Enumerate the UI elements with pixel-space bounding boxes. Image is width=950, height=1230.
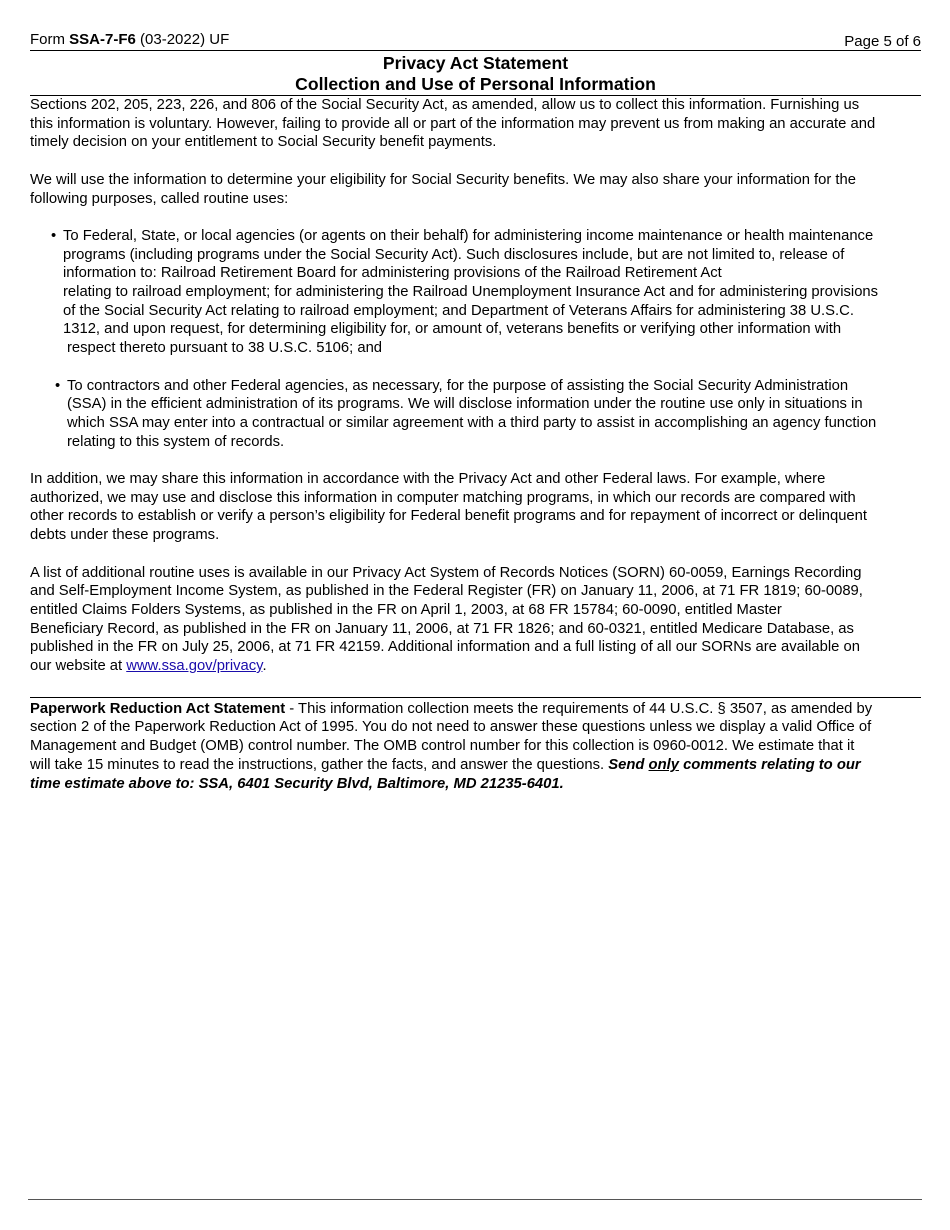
footer-divider bbox=[28, 1199, 922, 1200]
text-line: (SSA) in the efficient administration of its programs. We will disclose information under the routine use only in situations in bbox=[67, 396, 863, 413]
text-line: respect thereto pursuant to 38 U.S.C. 5106; and bbox=[67, 340, 383, 357]
privacy-paragraph-authority bbox=[30, 96, 921, 152]
routine-use-bullet-contractors bbox=[30, 377, 921, 452]
form-revision: (03-2022) UF bbox=[140, 31, 230, 49]
text-line bbox=[30, 657, 921, 676]
text-line: this information is voluntary. However, failing to provide all or part of the information may prevent us from making an accurate and bbox=[30, 115, 876, 132]
text-line: To contractors and other Federal agencies, as necessary, for the purpose of assisting the Social Security Administration bbox=[67, 377, 849, 394]
bullet-icon: • bbox=[55, 377, 61, 394]
text-line: and Self-Employment Income System, as published in the Federal Register (FR) on January 11, 2006, at 71 FR 1819; 60-0089, bbox=[30, 583, 863, 600]
text-line bbox=[30, 775, 921, 794]
routine-use-bullet-agencies bbox=[30, 227, 921, 358]
text-fragment: will take 15 minutes to read the instructions, gather the facts, and answer the questions. bbox=[30, 756, 609, 773]
form-number: SSA-7-F6 bbox=[69, 31, 136, 49]
privacy-paragraph-uses bbox=[30, 171, 921, 208]
form-page bbox=[30, 26, 921, 793]
text-line: relating to railroad employment; for administering the Railroad Unemployment Insurance Act and for administering provisions bbox=[63, 284, 879, 300]
bullet-icon: • bbox=[51, 227, 57, 244]
privacy-paragraph-sorn bbox=[30, 564, 921, 676]
text-line: debts under these programs. bbox=[30, 527, 220, 544]
text-line: following purposes, called routine uses: bbox=[30, 190, 289, 207]
header-divider bbox=[30, 50, 921, 51]
text-line: information to: Railroad Retirement Board for administering provisions of the Railroad Retirement Act bbox=[63, 265, 722, 282]
title-line-1: Privacy Act Statement bbox=[382, 53, 569, 73]
mailing-address: time estimate above to: SSA, 6401 Security Blvd, Baltimore, MD 21235-6401. bbox=[30, 775, 564, 792]
text-line: Sections 202, 205, 223, 226, and 806 of the Social Security Act, as amended, allow us to collect this information. Furnishing us bbox=[30, 97, 860, 113]
paperwork-reduction-statement bbox=[30, 700, 921, 794]
text-line: We will use the information to determine your eligibility for Social Security benefits. We may also share your information for the bbox=[30, 171, 856, 188]
text-line: of the Social Security Act relating to railroad employment; and Department of Veterans Affairs for administering 38 U.S.C. bbox=[63, 302, 854, 319]
text-line: Management and Budget (OMB) control number. The OMB control number for this collection is 0960-0012. We estimate that it bbox=[30, 738, 855, 755]
text-line: authorized, we may use and disclose this information in computer matching programs, in which our records are compared with bbox=[30, 489, 856, 506]
form-identifier bbox=[30, 31, 229, 50]
privacy-website-link[interactable]: www.ssa.gov/privacy bbox=[126, 658, 263, 675]
text-line: section 2 of the Paperwork Reduction Act of 1995. You do not need to answer these questions unless we display a valid Office of bbox=[30, 719, 872, 736]
text-line: relating to this system of records. bbox=[67, 433, 285, 450]
text-fragment: . bbox=[262, 658, 267, 675]
text-line: programs (including programs under the Social Security Act). Such disclosures include, but are not limited to, release of bbox=[63, 246, 845, 263]
text-line: which SSA may enter into a contractual or similar agreement with a third party to assist in accomplishing an agency function bbox=[67, 414, 877, 431]
text-line: published in the FR on July 25, 2006, at 71 FR 42159. Additional information and a full listing of all our SORNs are available on bbox=[30, 639, 860, 656]
text-line: entitled Claims Folders Systems, as published in the FR on April 1, 2003, at 68 FR 15784; 60-0090, entitled Master bbox=[30, 601, 782, 618]
emphasis-underlined-text: only bbox=[648, 756, 679, 773]
text-line: In addition, we may share this information in accordance with the Privacy Act and other Federal laws. For example, where bbox=[30, 471, 826, 487]
form-prefix: Form bbox=[30, 31, 65, 49]
emphasis-text: Send bbox=[608, 756, 649, 773]
page-header bbox=[30, 26, 921, 50]
text-line bbox=[30, 700, 921, 719]
text-line bbox=[30, 756, 921, 775]
text-line: other records to establish or verify a person’s eligibility for Federal benefit programs and for repayment of incorrect or delinquent bbox=[30, 508, 867, 525]
privacy-paragraph-sharing bbox=[30, 470, 921, 545]
text-fragment: - This information collection meets the requirements of 44 U.S.C. § 3507, as amended by bbox=[285, 700, 873, 717]
text-line: A list of additional routine uses is available in our Privacy Act System of Records Notices (SORN) 60-0059, Earnings Recording bbox=[30, 564, 862, 581]
paperwork-heading: Paperwork Reduction Act Statement bbox=[30, 700, 286, 717]
text-line: To Federal, State, or local agencies (or agents on their behalf) for administering income maintenance or health maintenance bbox=[63, 227, 874, 244]
text-line: Beneficiary Record, as published in the FR on January 11, 2006, at 71 FR 1826; and 60-0321, entitled Medicare Database, as bbox=[30, 620, 854, 637]
section-title bbox=[30, 53, 921, 95]
text-fragment: our website at bbox=[30, 658, 127, 675]
text-line: timely decision on your entitlement to Social Security benefit payments. bbox=[30, 134, 497, 151]
text-line: 1312, and upon request, for determining eligibility for, or amount of, veterans benefits or verifying other information with bbox=[63, 321, 842, 338]
page-number: Page 5 of 6 bbox=[844, 33, 921, 51]
title-line-2: Collection and Use of Personal Information bbox=[295, 74, 656, 94]
emphasis-text: comments relating to our bbox=[678, 756, 861, 773]
